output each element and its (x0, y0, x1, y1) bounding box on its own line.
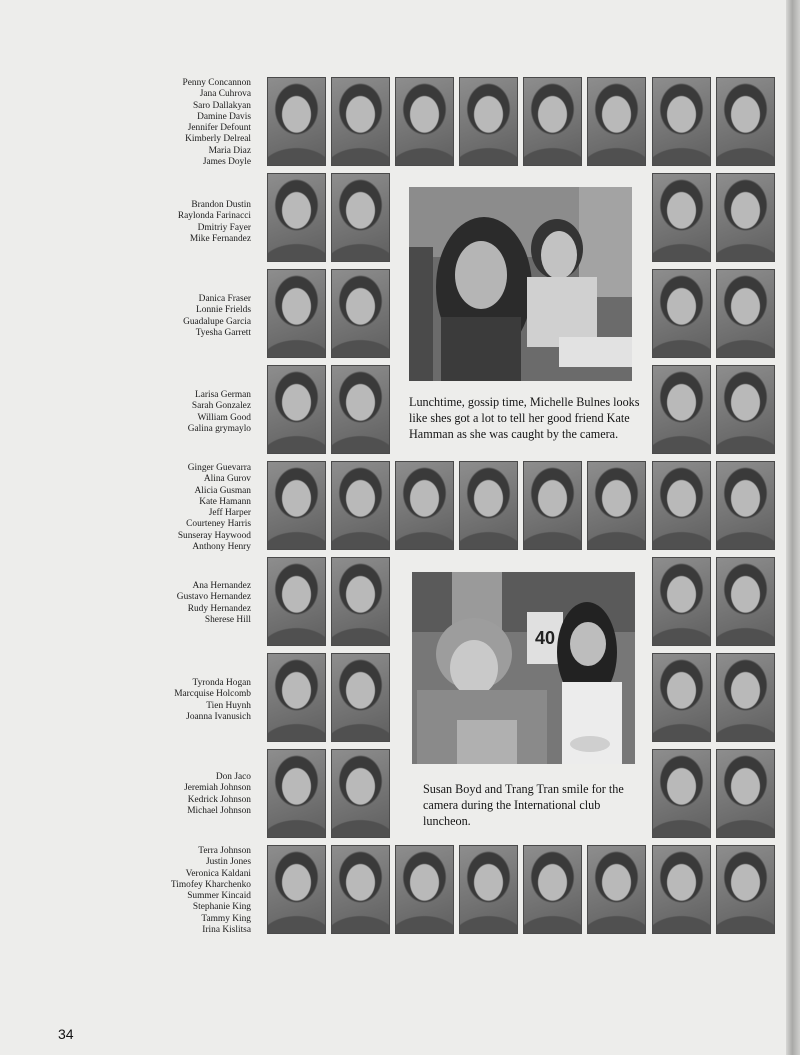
student-portrait (395, 845, 454, 934)
student-name: Rudy Hernandez (187, 603, 251, 614)
student-portrait (587, 845, 646, 934)
student-portrait (267, 461, 326, 550)
student-portrait (652, 557, 711, 646)
student-name: Kedrick Johnson (187, 794, 251, 805)
student-name: Mike Fernandez (189, 233, 251, 244)
student-name: Guadalupe Garcia (183, 316, 251, 327)
student-portrait (523, 461, 582, 550)
student-name: Dmitriy Fayer (197, 222, 251, 233)
lunchtime-photo (409, 187, 632, 381)
student-portrait (395, 77, 454, 166)
student-name: Irina Kislitsa (202, 925, 251, 936)
student-name: Tien Huynh (206, 700, 251, 711)
student-name: Timofey Kharchenko (170, 879, 251, 890)
student-portrait (395, 461, 454, 550)
student-name: Sherese Hill (204, 614, 251, 625)
student-portrait (331, 845, 390, 934)
student-portrait (267, 269, 326, 358)
student-portrait (459, 845, 518, 934)
student-portrait (716, 845, 775, 934)
student-portrait (652, 653, 711, 742)
page-edge (786, 0, 800, 1055)
student-name: Marcquise Holcomb (174, 689, 251, 700)
name-list-row-7 (140, 678, 251, 723)
student-portrait (716, 749, 775, 838)
student-portrait (331, 653, 390, 742)
student-name: Lonnie Frields (196, 305, 251, 316)
student-name: Veronica Kaldani (185, 868, 251, 879)
student-name: Jana Cuhrova (199, 89, 251, 100)
student-portrait (267, 653, 326, 742)
student-portrait (523, 77, 582, 166)
student-name: Terra Johnson (198, 846, 251, 856)
student-portrait (331, 173, 390, 262)
student-portrait (267, 77, 326, 166)
name-list-row-8 (140, 772, 251, 817)
club-luncheon-photo-image (412, 572, 635, 764)
name-list-row-2 (140, 200, 251, 245)
student-portrait (459, 461, 518, 550)
page-number: 34 (58, 1026, 74, 1042)
student-portrait (331, 557, 390, 646)
student-portrait (716, 77, 775, 166)
student-name: Michael Johnson (187, 805, 251, 816)
student-name: Penny Concannon (182, 78, 251, 88)
name-list-row-9 (140, 846, 251, 936)
student-portrait (331, 365, 390, 454)
student-name: Gustavo Hernandez (176, 592, 251, 603)
student-portrait (652, 461, 711, 550)
name-list-row-4 (140, 390, 251, 435)
student-portrait (587, 77, 646, 166)
student-name: Tyesha Garrett (195, 327, 251, 338)
student-name: Alicia Gusman (194, 485, 251, 496)
student-name: Courteney Harris (186, 519, 251, 530)
student-name: Sarah Gonzalez (191, 401, 251, 412)
student-portrait (267, 365, 326, 454)
student-portrait (716, 173, 775, 262)
jersey-number: 40 (534, 628, 556, 648)
student-name: Jeff Harper (208, 508, 251, 519)
name-list-row-3 (140, 294, 251, 339)
name-list-row-5 (140, 463, 251, 553)
name-list-row-1 (140, 78, 251, 168)
student-portrait (331, 749, 390, 838)
student-portrait (267, 173, 326, 262)
student-name: Jennifer Defount (187, 123, 251, 134)
club-luncheon-caption: Susan Boyd and Trang Tran smile for the camera during the International club luncheon. (423, 782, 624, 828)
student-name: Justin Jones (205, 857, 251, 868)
name-list-row-6 (140, 581, 251, 626)
lunchtime-caption: Lunchtime, gossip time, Michelle Bulnes looks like shes got a lot to tell her good friend Kate Hamman as she was caught by the camera. (409, 395, 640, 441)
student-name: Anthony Henry (192, 542, 251, 553)
student-portrait (652, 365, 711, 454)
student-name: Danica Fraser (198, 294, 251, 304)
student-portrait (652, 269, 711, 358)
student-portrait (716, 653, 775, 742)
student-name: Ginger Guevarra (187, 463, 251, 473)
student-name: James Doyle (202, 157, 251, 168)
student-name: Raylonda Farinacci (177, 211, 251, 222)
student-portrait (716, 269, 775, 358)
student-name: William Good (197, 412, 251, 423)
student-portrait (331, 77, 390, 166)
student-portrait (716, 365, 775, 454)
student-name: Larisa German (195, 390, 251, 400)
student-portrait (652, 845, 711, 934)
student-name: Tammy King (201, 913, 251, 924)
student-name: Alina Gurov (203, 474, 251, 485)
student-name: Jeremiah Johnson (184, 783, 251, 794)
student-name: Stephanie King (192, 902, 251, 913)
student-name: Tyronda Hogan (192, 678, 251, 688)
student-name: Summer Kincaid (187, 891, 251, 902)
student-name: Ana Hernandez (192, 581, 251, 591)
student-portrait (267, 557, 326, 646)
student-portrait (267, 845, 326, 934)
student-portrait (716, 557, 775, 646)
student-name: Kate Hamann (199, 496, 251, 507)
student-name: Sunseray Haywood (177, 530, 251, 541)
student-portrait (587, 461, 646, 550)
student-name: Joanna Ivanusich (186, 711, 251, 722)
student-portrait (716, 461, 775, 550)
student-portrait (652, 173, 711, 262)
student-name: Brandon Dustin (191, 200, 251, 210)
student-name: Galina grymaylo (187, 423, 251, 434)
student-portrait (331, 461, 390, 550)
student-name: Maria Diaz (208, 145, 251, 156)
student-portrait (523, 845, 582, 934)
student-name: Kimberly Delreal (185, 134, 251, 145)
student-portrait (652, 77, 711, 166)
student-portrait (459, 77, 518, 166)
student-name: Damine Davis (197, 111, 251, 122)
student-name: Don Jaco (215, 772, 251, 782)
student-portrait (652, 749, 711, 838)
lunchtime-photo-image (409, 187, 632, 381)
student-portrait (267, 749, 326, 838)
student-portrait (331, 269, 390, 358)
student-name: Saro Dallakyan (192, 100, 251, 111)
club-luncheon-photo (412, 572, 635, 764)
